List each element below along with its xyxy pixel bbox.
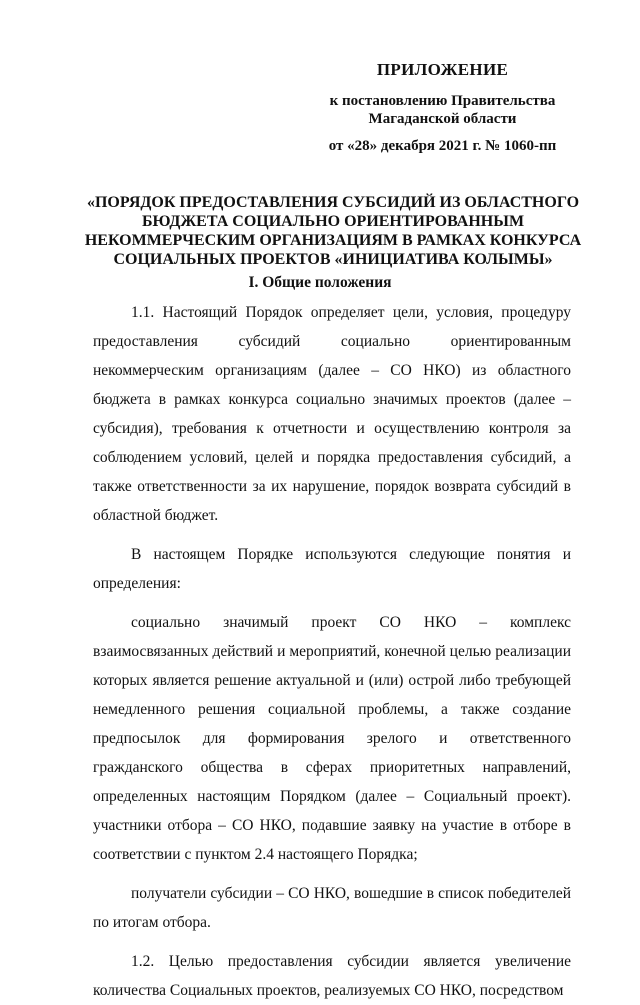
appendix-date: от «28» декабря 2021 г. № 1060-пп [328,138,557,154]
appendix-line-2: Магаданской области [368,111,517,127]
paragraph-social-project: социально значимый проект СО НКО – комплекс взаимосвязанных действий и мероприятий, конечной целью реализации которых является решение актуальной и (или) острой либо требующей немедленного решения социальной проблемы, а также создание предпосылок для формирования зрелого и ответственного гражданского общества в сферах приоритетных направлений, определенных настоящим Порядком (далее – Социальный проект). участники отбора – СО НКО, подавшие заявку на участие в отборе в соответствии с пунктом 2.4 настоящего Порядка; [93,614,571,863]
paragraph-1-2: 1.2. Целью предоставления субсидии является увеличение количества Социальных проектов, реализуемых СО НКО, посредством [93,953,571,999]
paragraph-recipients: получатели субсидии – СО НКО, вошедшие в список победителей по итогам отбора. [93,885,571,931]
document-title [58,193,608,269]
paragraph-definitions-intro: В настоящем Порядке используются следующие понятия и определения: [93,546,571,592]
appendix-block [300,60,585,155]
title-line-3: НЕКОММЕРЧЕСКИМ ОРГАНИЗАЦИЯМ В РАМКАХ КОНКУРСА [84,232,582,249]
title-line-1: «ПОРЯДОК ПРЕДОСТАВЛЕНИЯ СУБСИДИЙ ИЗ ОБЛАСТНОГО [86,194,580,211]
body-text [93,298,571,1005]
title-line-2: БЮДЖЕТА СОЦИАЛЬНО ОРИЕНТИРОВАННЫМ [141,213,525,230]
appendix-line-1: к постановлению Правительства [329,93,556,109]
section-heading: I. Общие положения [248,274,392,291]
title-line-4: СОЦИАЛЬНЫХ ПРОЕКТОВ «ИНИЦИАТИВА КОЛЫМЫ» [113,251,553,268]
appendix-title: ПРИЛОЖЕНИЕ [376,60,509,79]
paragraph-1-1: 1.1. Настоящий Порядок определяет цели, условия, процедуру предоставления субсидий социально ориентированным некоммерческим организациям (далее – СО НКО) из областного бюджета в рамках конкурса социально значимых проектов (далее – субсидия), требования к отчетности и осуществлению контроля за соблюдением условий, целей и порядка предоставления субсидий, а также ответственности за их нарушение, порядок возврата субсидий в областной бюджет. [93,304,571,524]
